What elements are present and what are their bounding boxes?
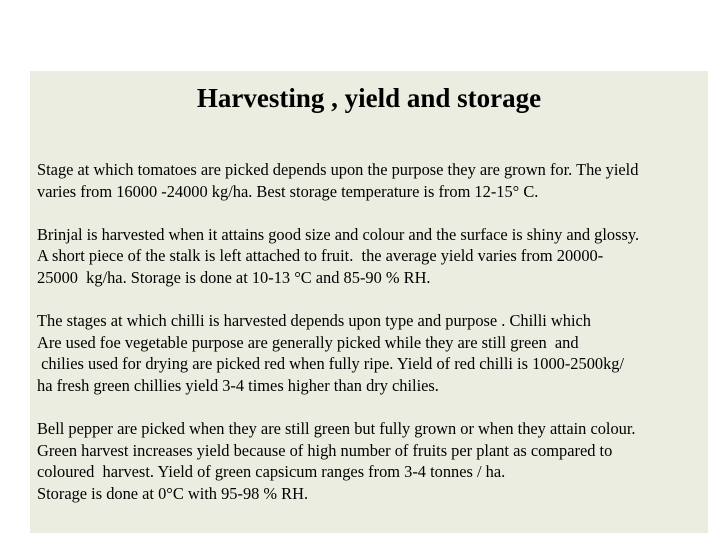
text-line: Brinjal is harvested when it attains good size and colour and the surface is shiny and glossy. <box>37 224 640 244</box>
text-line: 25000 kg/ha. Storage is done at 10-13 °C and 85-90 % RH. <box>37 267 431 287</box>
paragraph-brinjal <box>37 224 705 289</box>
text-line: ha fresh green chillies yield 3-4 times higher than dry chilies. <box>37 375 439 395</box>
text-line: coloured harvest. Yield of green capsicum ranges from 3-4 tonnes / ha. <box>37 462 506 482</box>
slide-title: Harvesting , yield and storage <box>196 83 542 113</box>
text-line: Storage is done at 0°C with 95-98 % RH. <box>37 483 309 503</box>
paragraph-bell-pepper <box>37 418 705 504</box>
paragraph-chilli <box>37 310 705 396</box>
text-line: Bell pepper are picked when they are still green but fully grown or when they attain colour. <box>37 419 636 439</box>
text-line: chilies used for drying are picked red when fully ripe. Yield of red chilli is 1000-2500kg/ <box>37 354 625 374</box>
text-line: varies from 16000 -24000 kg/ha. Best storage temperature is from 12-15° C. <box>37 181 539 201</box>
text-line: Green harvest increases yield because of high number of fruits per plant as compared to <box>37 440 613 460</box>
slide-body <box>37 159 705 526</box>
text-line: Are used foe vegetable purpose are generally picked while they are still green and <box>37 332 579 352</box>
text-line: The stages at which chilli is harvested depends upon type and purpose . Chilli which <box>37 311 591 331</box>
text-line: Stage at which tomatoes are picked depends upon the purpose they are grown for. The yield <box>37 160 639 179</box>
content-panel <box>30 71 708 533</box>
text-line: A short piece of the stalk is left attached to fruit. the average yield varies from 20000- <box>37 246 604 266</box>
paragraph-tomato <box>37 159 705 202</box>
